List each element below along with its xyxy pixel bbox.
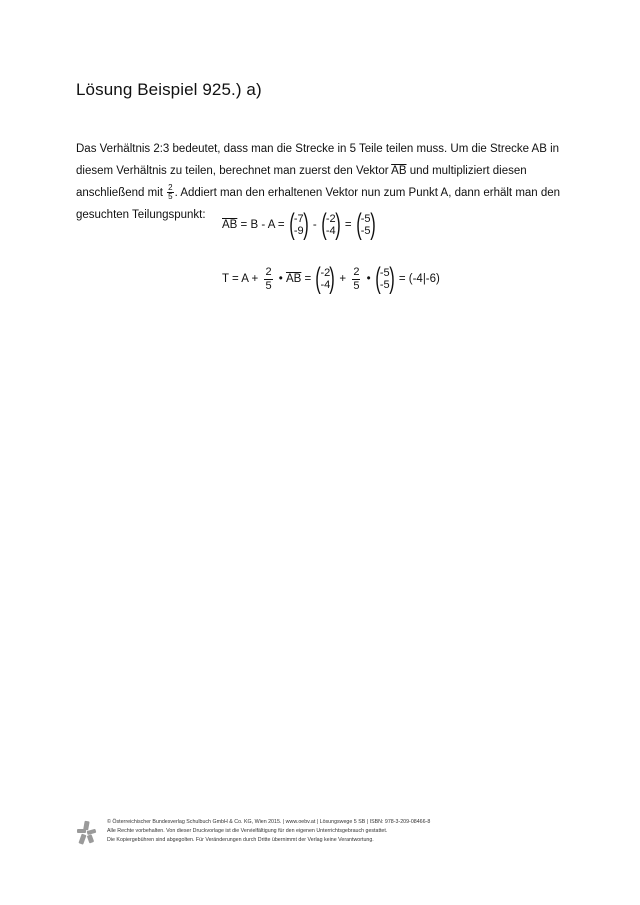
left-paren: (	[321, 208, 327, 241]
vec-component: -5	[379, 267, 390, 279]
vector-ab: $\overline{AB}$	[391, 165, 407, 177]
eq1-vector-ab: $\overline{AB}$	[222, 219, 238, 231]
eq2-eq: =	[301, 273, 315, 285]
right-paren: )	[388, 262, 395, 295]
fraction-numerator: 2	[353, 265, 360, 278]
paragraph-line-2-end: und multipliziert diesen	[406, 165, 527, 177]
right-paren: )	[302, 208, 309, 241]
left-paren: (	[375, 262, 381, 295]
vec-component: -4	[320, 279, 331, 291]
eq1-op: -	[309, 219, 320, 231]
paragraph-line-2-start: diesem Verhältnis zu teilen, berechnet man zuerst den Vektor	[76, 165, 392, 177]
vec-component: -5	[360, 225, 371, 237]
paragraph-line-3-end: . Addiert man den erhaltenen Vektor nun zum Punkt A, dann erhält man den	[174, 187, 561, 199]
fraction-denominator: 5	[265, 279, 272, 292]
paragraph-line-3	[76, 182, 561, 204]
equation-vector-ab	[222, 210, 377, 240]
fraction-two-fifths	[167, 184, 173, 201]
vec-component: -5	[360, 213, 371, 225]
right-paren: )	[334, 208, 341, 241]
eq2-dot-2: •	[363, 273, 374, 285]
paragraph-line-3-start: anschließend mit	[76, 187, 167, 199]
eq1-mid: = B - A =	[237, 219, 288, 231]
left-paren: (	[289, 208, 295, 241]
eq2-fraction-2	[352, 266, 360, 293]
eq2-plus: +	[336, 273, 350, 285]
right-paren: )	[329, 262, 335, 295]
right-paren: )	[369, 208, 376, 241]
paragraph-line-1: Das Verhältnis 2:3 bedeutet, dass man die Strecke in 5 Teile teilen muss. Um die Strecke AB in	[76, 143, 560, 155]
vec-component: -4	[325, 225, 336, 237]
equation-teilungspunkt	[222, 264, 440, 294]
fraction-denominator: 5	[168, 192, 173, 202]
vec-component: -7	[293, 213, 304, 225]
footer-text	[107, 818, 430, 845]
eq1-column-vector-2	[322, 210, 340, 240]
eq1-column-vector-3	[357, 210, 375, 240]
fraction-numerator: 2	[168, 183, 173, 193]
fraction-numerator: 2	[265, 265, 272, 278]
eq2-lhs: T = A +	[222, 273, 262, 285]
eq2-column-vector-2	[376, 264, 394, 294]
eq2-column-vector-1	[316, 264, 334, 294]
oebv-logo-icon	[76, 820, 98, 846]
footer-line-1: © Österreichischer Bundesverlag Schulbuch GmbH & Co. KG, Wien 2015. | www.oebv.at | Lösungswege 5 SB | ISBN: 978-3-209-08466-8	[107, 819, 431, 825]
eq2-vector-ab: $\overline{AB}$	[285, 273, 302, 285]
eq1-column-vector-1	[290, 210, 308, 240]
footer-line-3: Die Kopiergebühren sind abgegolten. Für Veränderungen durch Dritte übernimmt der Verlag keine Verantwortung.	[107, 837, 374, 843]
fraction-denominator: 5	[353, 279, 360, 292]
footer-line-2: Alle Rechte vorbehalten. Von dieser Druckvorlage ist die Vervielfältigung für den eigenen Unterrichtsgebrauch gestattet.	[107, 828, 388, 834]
left-paren: (	[315, 262, 322, 295]
vec-component: -2	[320, 267, 331, 279]
paragraph-line-2	[76, 160, 546, 182]
vec-component: -2	[325, 213, 336, 225]
eq2-result: = (-4|-6)	[395, 273, 440, 285]
eq2-fraction-1	[264, 266, 272, 293]
paragraph-line-4: gesuchten Teilungspunkt:	[76, 209, 206, 221]
vec-component: -5	[379, 279, 390, 291]
left-paren: (	[356, 208, 362, 241]
eq2-dot-1: •	[275, 273, 286, 285]
vec-component: -9	[293, 225, 304, 237]
eq1-eq: =	[341, 219, 355, 231]
page-title: Lösung Beispiel 925.) a)	[76, 80, 262, 99]
